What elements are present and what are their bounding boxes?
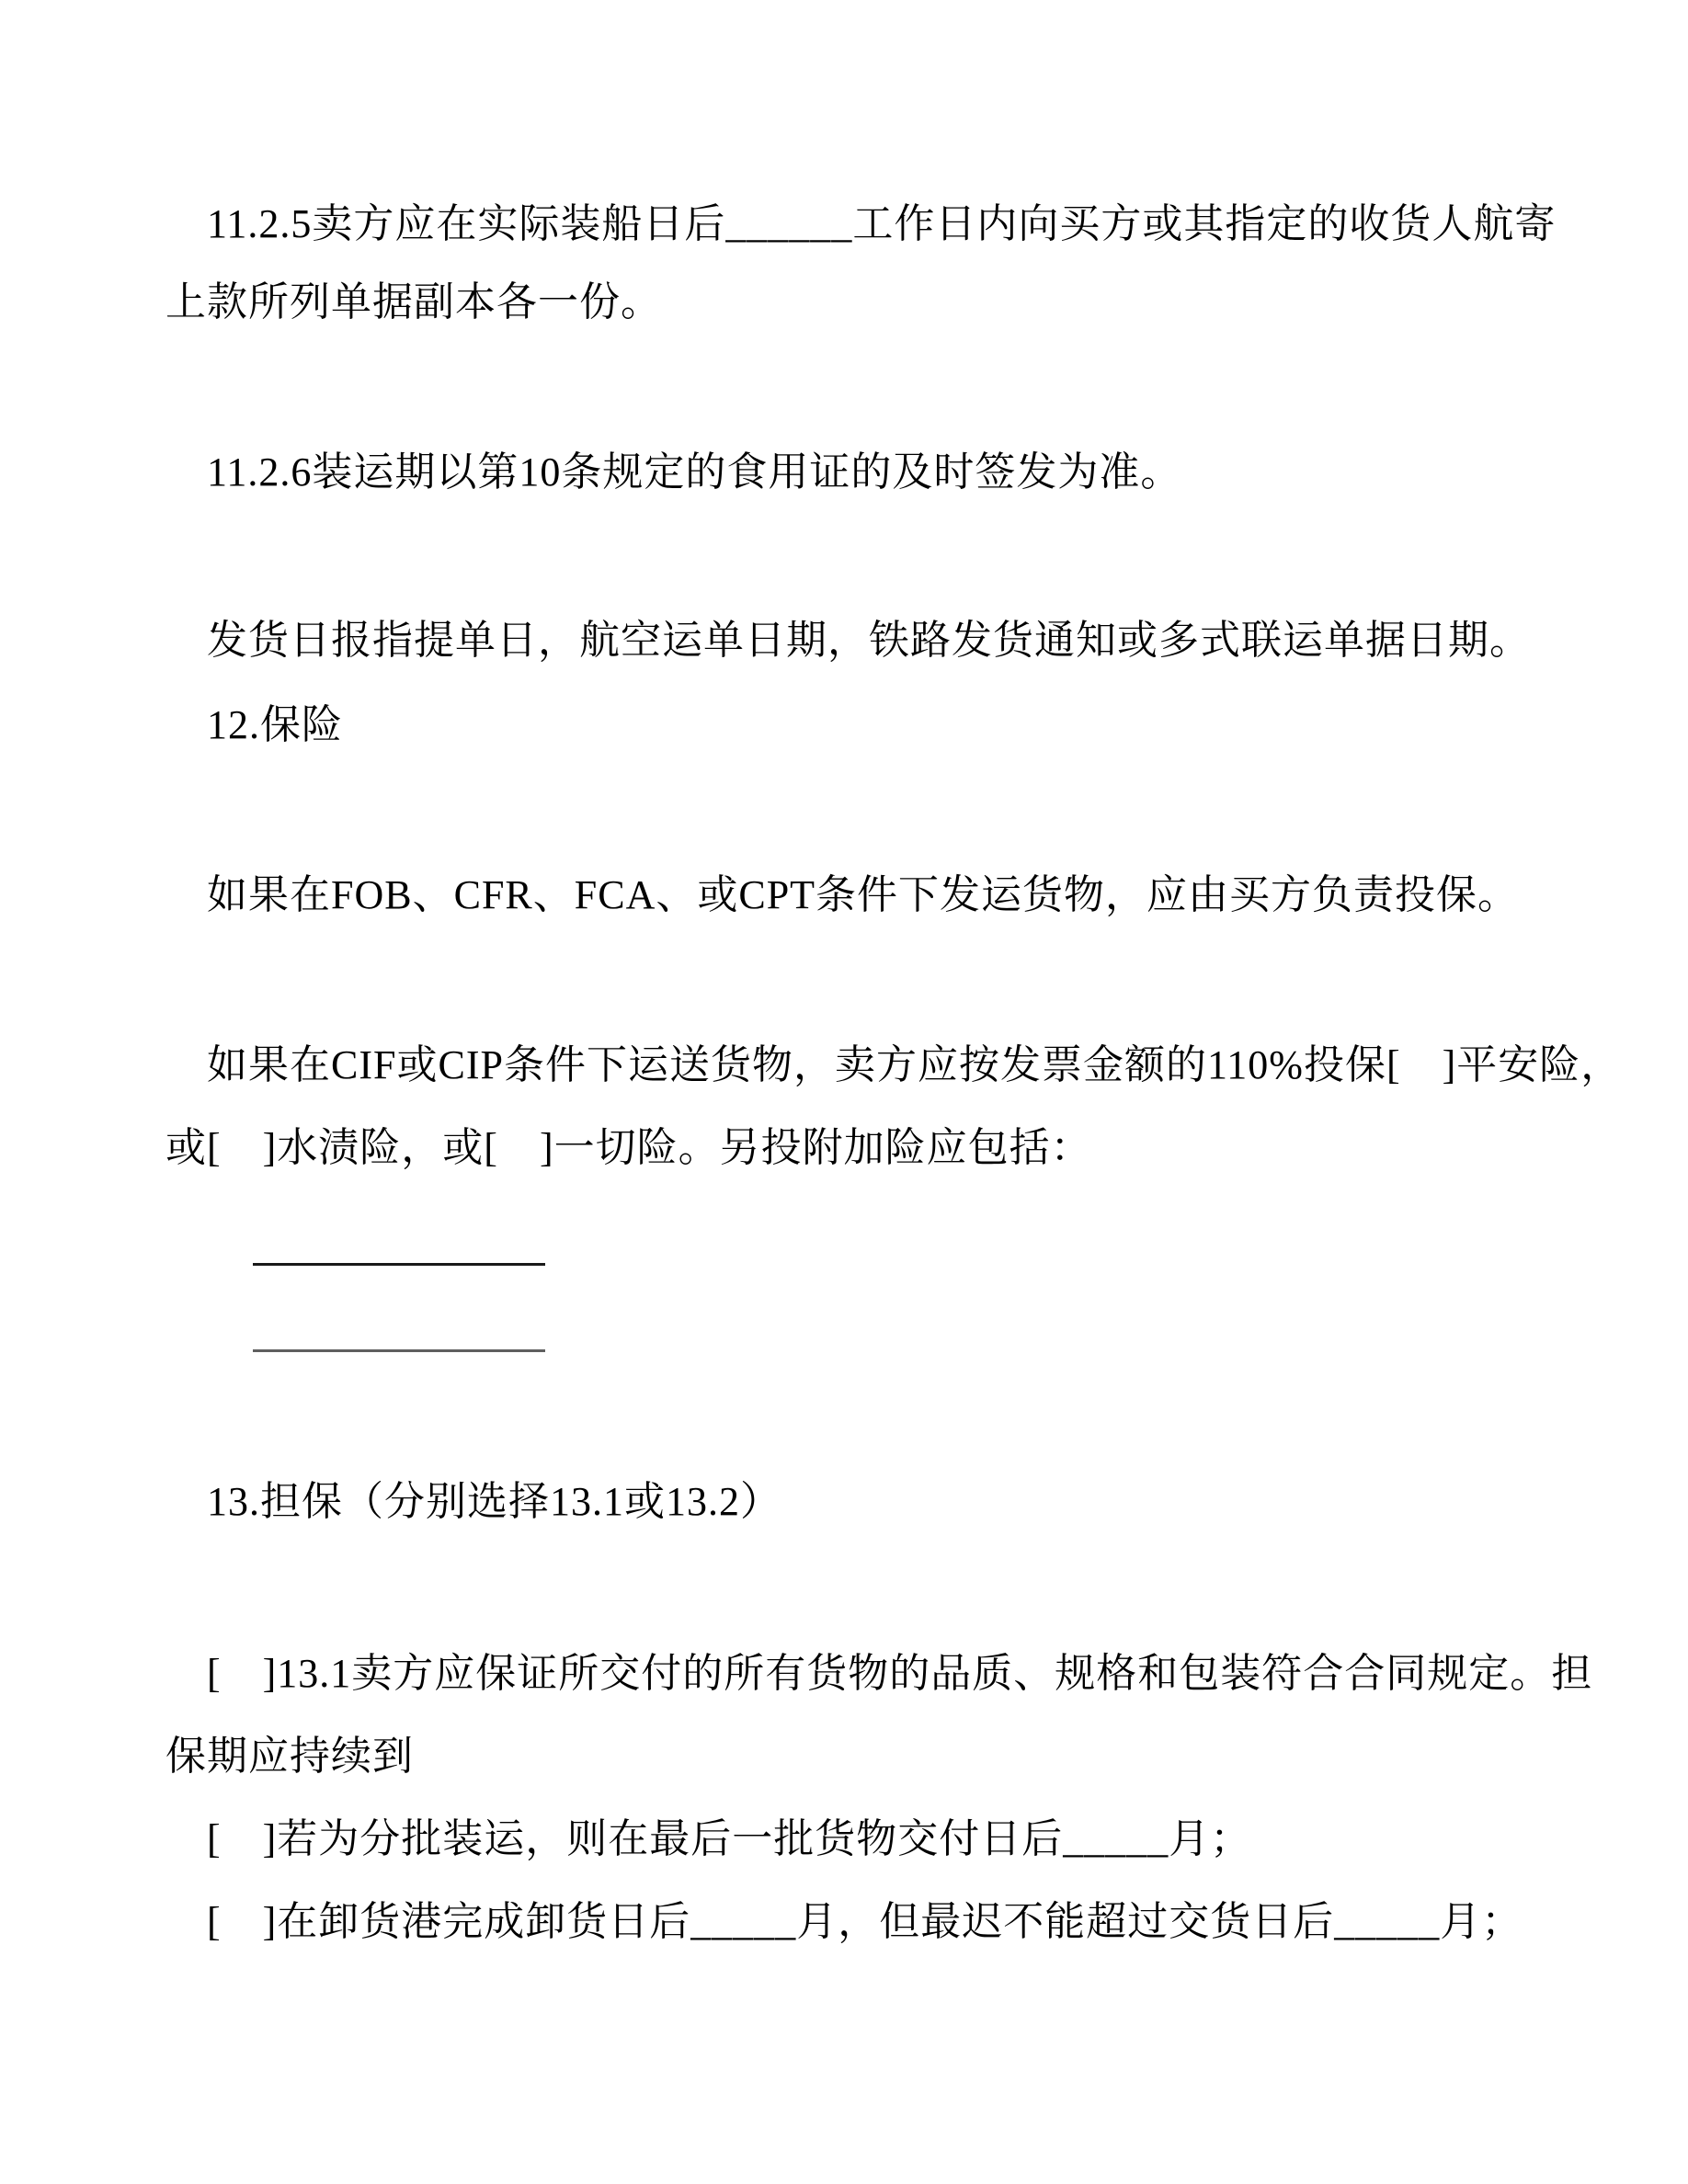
warranty-option-discharge-port: [ ]在卸货港完成卸货日后_____月，但最迟不能超过交货日后_____月； <box>207 1899 1523 1944</box>
fob-insurance-clause: 如果在FOB、CFR、FCA、或CPT条件下发运货物，应由买方负责投保。 <box>207 872 1520 917</box>
dispatch-date-definition: 发货日报指提单日，航空运单日期，铁路发货通知或多式联运单据日期。 <box>207 618 1531 663</box>
section-12-insurance-heading: 12.保险 <box>207 702 343 747</box>
section-13-warranty-heading: 13.担保（分别选择13.1或13.2） <box>207 1479 781 1524</box>
additional-insurance-blank-2 <box>253 1349 545 1352</box>
clause-13-1-line-1: [ ]13.1卖方应保证所交付的所有货物的品质、规格和包装符合合同规定。担 <box>207 1651 1593 1696</box>
clause-13-1-line-2: 保期应持续到 <box>165 1734 414 1779</box>
clause-11-2-6: 11.2.6装运期以第10条规定的食用证的及时签发为准。 <box>207 449 1182 495</box>
clause-11-2-5-line-2: 上款所列单据副本各一份。 <box>165 279 662 324</box>
warranty-option-partial-shipment: [ ]若为分批装运，则在最后一批货物交付日后_____月； <box>207 1816 1252 1861</box>
cif-insurance-clause-line-1: 如果在CIF或CIP条件下运送货物，卖方应按发票金额的110%投保[ ]平安险， <box>207 1042 1623 1087</box>
clause-11-2-5-line-1: 11.2.5卖方应在实际装船日后______工作日内向买方或其指定的收货人航寄 <box>207 201 1557 246</box>
additional-insurance-blank-1 <box>253 1263 545 1266</box>
cif-insurance-clause-line-2: 或[ ]水渍险，或[ ]一切险。另投附加险应包括： <box>165 1125 1092 1170</box>
